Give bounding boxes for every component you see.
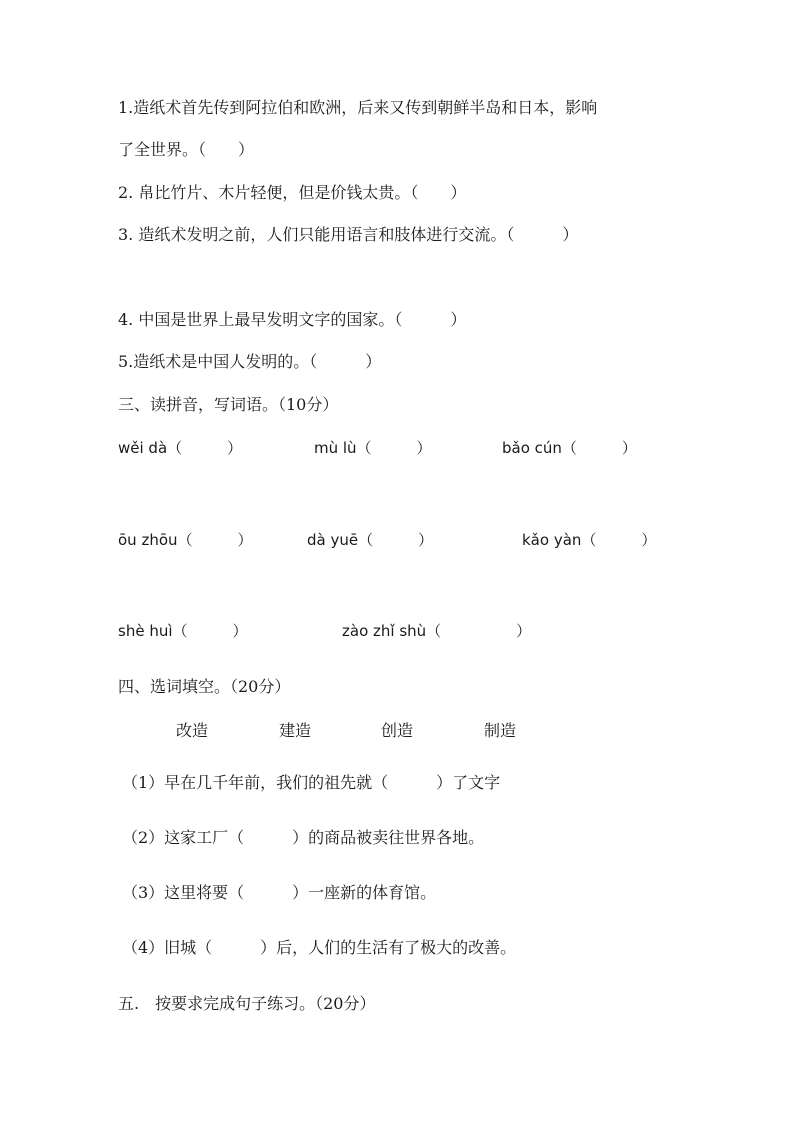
section-5-title: 五. 按要求完成句子练习。（20分）	[118, 994, 376, 1013]
fill-in-item: （3）这里将要（ ）一座新的体育馆。	[122, 883, 437, 902]
judge-question-4: 4. 中国是世界上最早发明文字的国家。（ ）	[118, 310, 467, 329]
pinyin-item: dà yuē（ ）	[307, 531, 434, 549]
word-option: 制造	[484, 721, 517, 740]
word-option: 创造	[381, 721, 414, 740]
fill-in-item: （1）早在几千年前，我们的祖先就（ ）了文字	[122, 773, 501, 792]
judge-question-1-line-1: 1.造纸术首先传到阿拉伯和欧洲，后来又传到朝鲜半岛和日本，影响	[118, 98, 598, 117]
pinyin-item: bǎo cún（ ）	[502, 439, 637, 457]
pinyin-item: shè huì（ ）	[118, 622, 248, 640]
word-option: 改造	[176, 721, 209, 740]
pinyin-item: ōu zhōu（ ）	[118, 531, 253, 549]
pinyin-item: zào zhǐ shù（ ）	[342, 622, 532, 640]
judge-question-5: 5.造纸术是中国人发明的。（ ）	[118, 352, 382, 371]
fill-in-item: （4）旧城（ ）后，人们的生活有了极大的改善。	[122, 938, 517, 957]
fill-in-item: （2）这家工厂（ ）的商品被卖往世界各地。	[122, 828, 485, 847]
section-4-title: 四、选词填空。（20分）	[118, 677, 291, 696]
section-3-title: 三、读拼音，写词语。（10分）	[118, 395, 339, 414]
judge-question-2: 2. 帛比竹片、木片轻便，但是价钱太贵。（ ）	[118, 183, 467, 202]
pinyin-item: wěi dà（ ）	[118, 439, 243, 457]
pinyin-item: mù lù（ ）	[314, 439, 432, 457]
word-option: 建造	[279, 721, 312, 740]
pinyin-item: kǎo yàn（ ）	[522, 531, 657, 549]
judge-question-1-line-2: 了全世界。（ ）	[118, 140, 255, 159]
judge-question-3: 3. 造纸术发明之前，人们只能用语言和肢体进行交流。（ ）	[118, 225, 579, 244]
